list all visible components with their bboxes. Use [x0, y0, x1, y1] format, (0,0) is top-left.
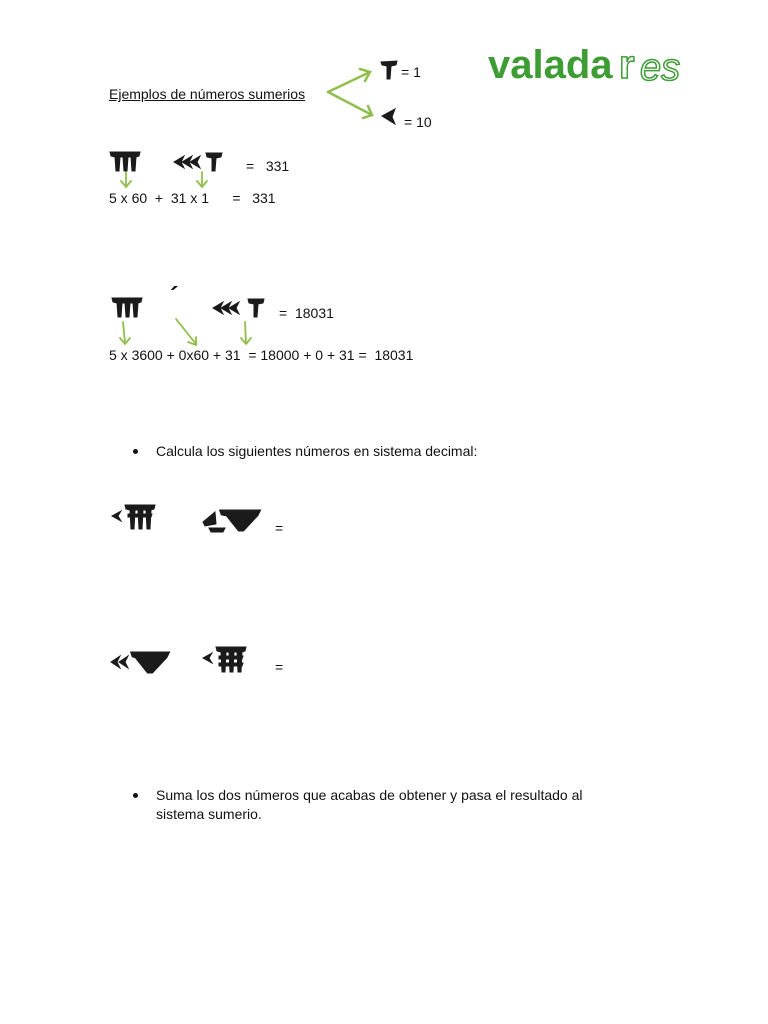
example2-accent: ´ — [170, 281, 179, 311]
cuneiform-one-icon — [380, 60, 398, 80]
legend-heading: Ejemplos de números sumerios — [109, 86, 306, 102]
task1-text: Calcula los siguientes números en sistema decimal: — [156, 443, 478, 459]
task2-line1: Suma los dos números que acabas de obtener y pasa el resultado al — [156, 787, 583, 803]
cuneiform-five-icon — [111, 296, 143, 318]
exercise1-equals: = — [275, 520, 284, 536]
example1-arrows — [110, 170, 220, 192]
svg-text:es: es — [640, 47, 681, 86]
exercise1-second-digit-icon — [201, 508, 261, 534]
example2-arrows — [110, 318, 260, 350]
legend-ten-value: = 10 — [404, 114, 432, 130]
exercise2-equals: = — [275, 659, 284, 675]
cuneiform-ten-icon — [380, 108, 398, 126]
exercise2-first-digit-icon — [110, 650, 170, 676]
example2-result: = 18031 — [279, 305, 334, 321]
exercise2-second-digit-icon — [201, 646, 249, 674]
cuneiform-five-icon — [109, 150, 141, 172]
svg-text:r: r — [619, 43, 635, 86]
bullet — [133, 793, 138, 798]
cuneiform-thirty-one-icon — [211, 298, 267, 318]
legend-one-value: = 1 — [401, 64, 421, 80]
exercise1-first-digit-icon — [110, 504, 158, 530]
valadares-logo — [488, 38, 722, 86]
example1-result: = 331 — [246, 158, 290, 174]
example2-equation: 5 x 3600 + 0x60 + 31 = 18000 + 0 + 31 = 18031 — [109, 347, 414, 363]
cuneiform-thirty-one-icon — [172, 152, 224, 172]
bullet — [133, 449, 138, 454]
task2-line2: sistema sumerio. — [156, 806, 262, 822]
svg-text:valada: valada — [488, 43, 613, 86]
example1-equation: 5 x 60 + 31 x 1 = 331 — [109, 190, 276, 206]
